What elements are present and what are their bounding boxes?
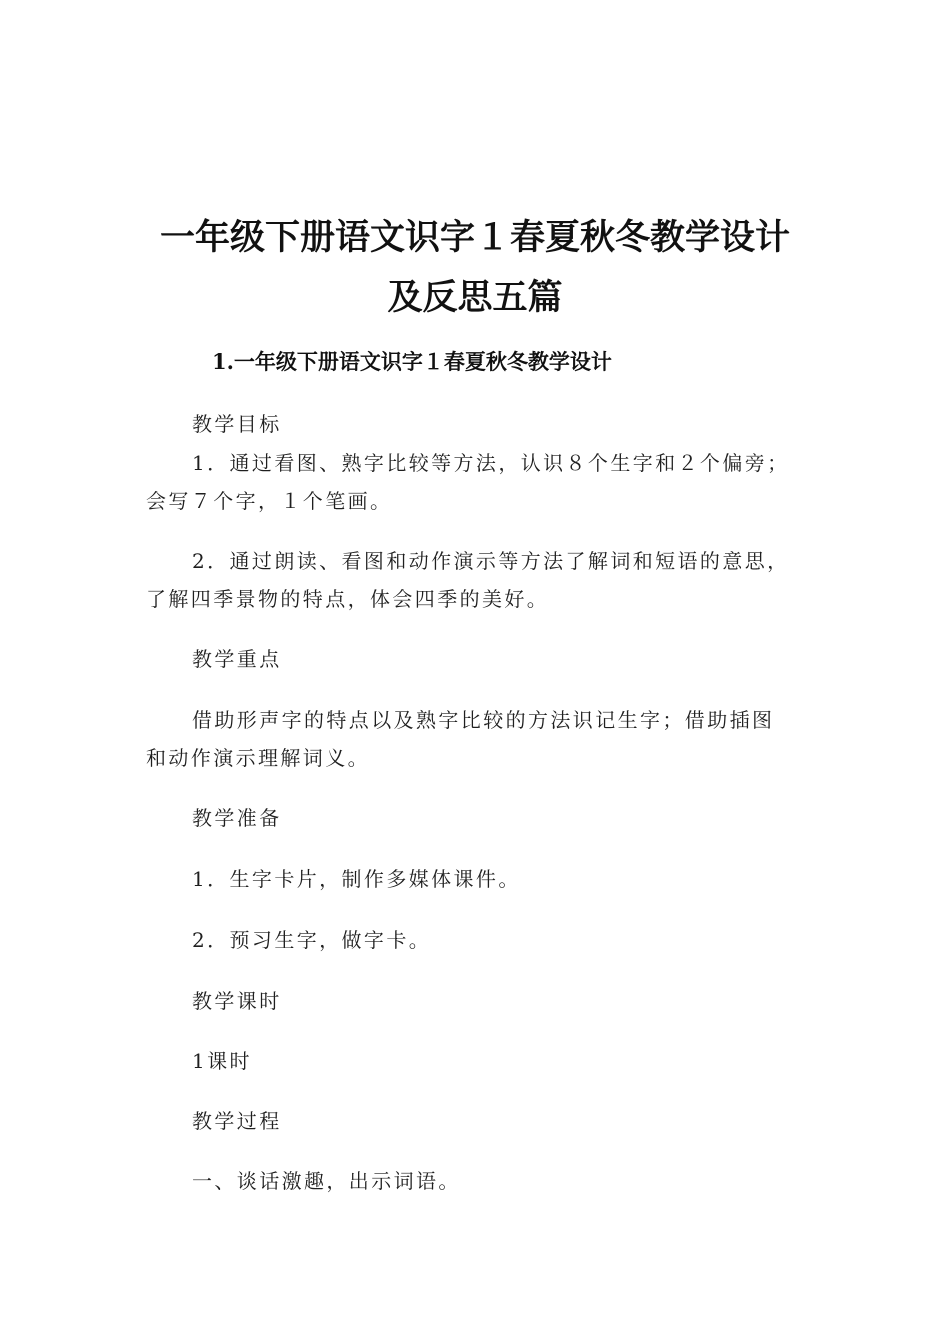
section-heading: 1.一年级下册语文识字１春夏秋冬教学设计 [212,349,612,374]
heading-teaching-focus: 教学重点 [192,647,282,671]
preparation-item-2: 2．预习生字，做字卡。 [192,928,432,952]
heading-teaching-process: 教学过程 [192,1109,282,1133]
document-title-line-1: 一年级下册语文识字１春夏秋冬教学设计 [159,218,790,258]
document-title-line-2: 及反思五篇 [387,278,563,318]
heading-class-hours: 教学课时 [192,989,282,1013]
preparation-item-1: 1．生字卡片，制作多媒体课件。 [192,867,521,891]
goal-2-line-1: 2．通过朗读、看图和动作演示等方法了解词和短语的意思， [192,549,790,573]
heading-teaching-goals: 教学目标 [192,412,282,436]
class-hours-value: 1课时 [192,1049,252,1073]
goal-1-line-2: 会写７个字，１个笔画。 [146,489,393,513]
heading-teaching-preparation: 教学准备 [192,806,282,830]
goal-1-line-1: 1．通过看图、熟字比较等方法，认识８个生字和２个偏旁； [192,451,790,475]
process-step-1: 一、谈话激趣，出示词语。 [192,1169,461,1193]
goal-2-line-2: 了解四季景物的特点，体会四季的美好。 [146,587,550,611]
focus-line-1: 借助形声字的特点以及熟字比较的方法识记生字；借助插图 [192,708,775,732]
focus-line-2: 和动作演示理解词义。 [146,746,370,770]
